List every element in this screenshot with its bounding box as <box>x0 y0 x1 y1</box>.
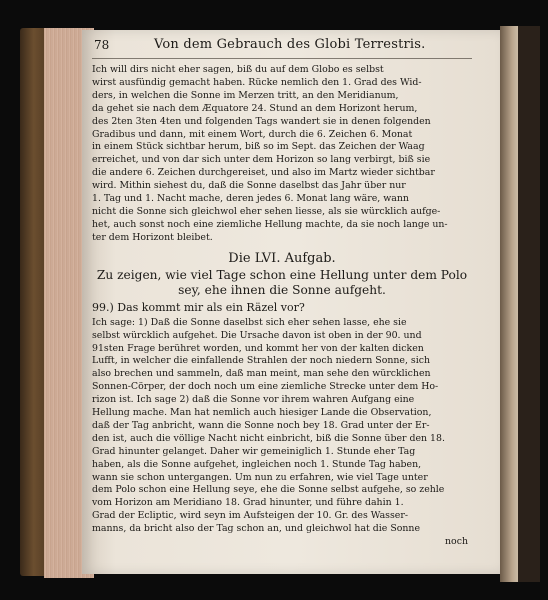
text-line: also brechen und sammeln, daß man meint, man sehe den würcklichen <box>92 368 431 380</box>
page-header <box>86 34 478 56</box>
text-line: dem Polo schon eine Hellung seye, ehe die Sonne selbst aufgehe, so zehle <box>92 484 445 496</box>
text-line: Grad hinunter gelanget. Daher wir gemeiniglich 1. Stunde eher Tag <box>92 445 416 457</box>
text-line: des 2ten 3ten 4ten und folgenden Tags wandert sie in denen folgenden <box>92 115 431 127</box>
text-line: Ich will dirs nicht eher sagen, biß du auf dem Globo es selbst <box>92 64 384 75</box>
text-line: Lufft, in welcher die einfallende Strahlen der noch niedern Sonne, sich <box>92 355 431 367</box>
text-line: die andere 6. Zeichen durchgereiset, und also im Martz wieder sichtbar <box>92 167 435 179</box>
text-line: rizon ist. Ich sage 2) daß die Sonne vor ihrem wahren Aufgang eine <box>92 394 415 406</box>
text-line: erreichet, und von dar sich unter dem Horizon so lang verbirgt, biß sie <box>92 154 431 166</box>
book-cover-right <box>518 26 540 582</box>
text-line: wann sie schon untergangen. Um nun zu erfahren, wie viel Tage unter <box>92 471 428 483</box>
page-text <box>86 34 478 547</box>
text-line: den ist, auch die völlige Nacht nicht einbricht, biß die Sonne über den 18. <box>92 432 445 444</box>
text-line: het, auch sonst noch eine ziemliche Hellung machte, da sie noch lange un- <box>92 218 448 230</box>
text-line: 91sten Frage berühret worden, und kommt her von der kalten dicken <box>92 342 424 354</box>
catchword: noch <box>445 536 468 548</box>
text-line: manns, da bricht also der Tag schon an, und gleichwol hat die Sonne <box>92 523 421 535</box>
text-line: daß der Tag anbricht, wann die Sonne noch bey 18. Grad unter der Er- <box>92 419 430 431</box>
page-number: 78 <box>94 38 110 52</box>
text-line: sey, ehe ihnen die Sonne aufgeht. <box>178 282 386 297</box>
paragraph-2 <box>92 317 472 536</box>
question: 99.) Das kommt mir als ein Räzel vor? <box>92 300 305 314</box>
text-line: Sonnen-Cörper, der doch noch um eine ziemliche Strecke unter dem Ho- <box>92 381 439 393</box>
text-line: Zu zeigen, wie viel Tage schon eine Hellung unter dem Polo <box>96 267 468 282</box>
text-line: wirst ausfündig gemacht haben. Rücke nemlich den 1. Grad des Wid- <box>92 76 422 88</box>
text-line: haben, als die Sonne aufgehet, ingleichen noch 1. Stunde Tag haben, <box>92 458 422 470</box>
section-title: Die LVI. Aufgab. <box>228 250 336 266</box>
text-line: ders, in welchen die Sonne im Merzen tritt, an den Meridianum, <box>92 89 399 101</box>
text-line: Grad der Ecliptic, wird seyn im Aufsteigen der 10. Gr. des Wasser- <box>92 510 408 522</box>
text-line: vom Horizon am Meridiano 18. Grad hinunter, und führe dahin 1. <box>92 497 404 509</box>
text-line: da gehet sie nach dem Æquatore 24. Stund an dem Horizont herum, <box>92 102 418 114</box>
header-rule <box>92 58 472 59</box>
text-line: Ich sage: 1) Daß die Sonne daselbst sich eher sehen lasse, ehe sie <box>92 316 407 328</box>
text-line: nicht die Sonne sich gleichwol eher sehen liesse, als sie würcklich aufge- <box>92 205 441 217</box>
text-line: ter dem Horizont bleibet. <box>92 231 213 243</box>
text-line: Hellung mache. Man hat nemlich auch hiesiger Lande die Observation, <box>92 407 432 419</box>
text-line: selbst würcklich aufgehet. Die Ursache davon ist oben in der 90. und <box>92 329 422 341</box>
paragraph-1 <box>92 64 472 245</box>
text-line: Gradibus und dann, mit einem Wort, durch die 6. Zeichen 6. Monat <box>92 128 413 140</box>
text-line: 1. Tag und 1. Nacht mache, deren jedes 6. Monat lang wäre, wann <box>92 193 409 205</box>
section-subtitle <box>90 268 474 298</box>
text-line: wird. Mithin siehest du, daß die Sonne daselbst das Jahr über nur <box>92 180 406 192</box>
text-line: in einem Stück sichtbar herum, biß so im Sept. das Zeichen der Waag <box>92 141 425 153</box>
running-head: Von dem Gebrauch des Globi Terrestris. <box>154 37 426 52</box>
